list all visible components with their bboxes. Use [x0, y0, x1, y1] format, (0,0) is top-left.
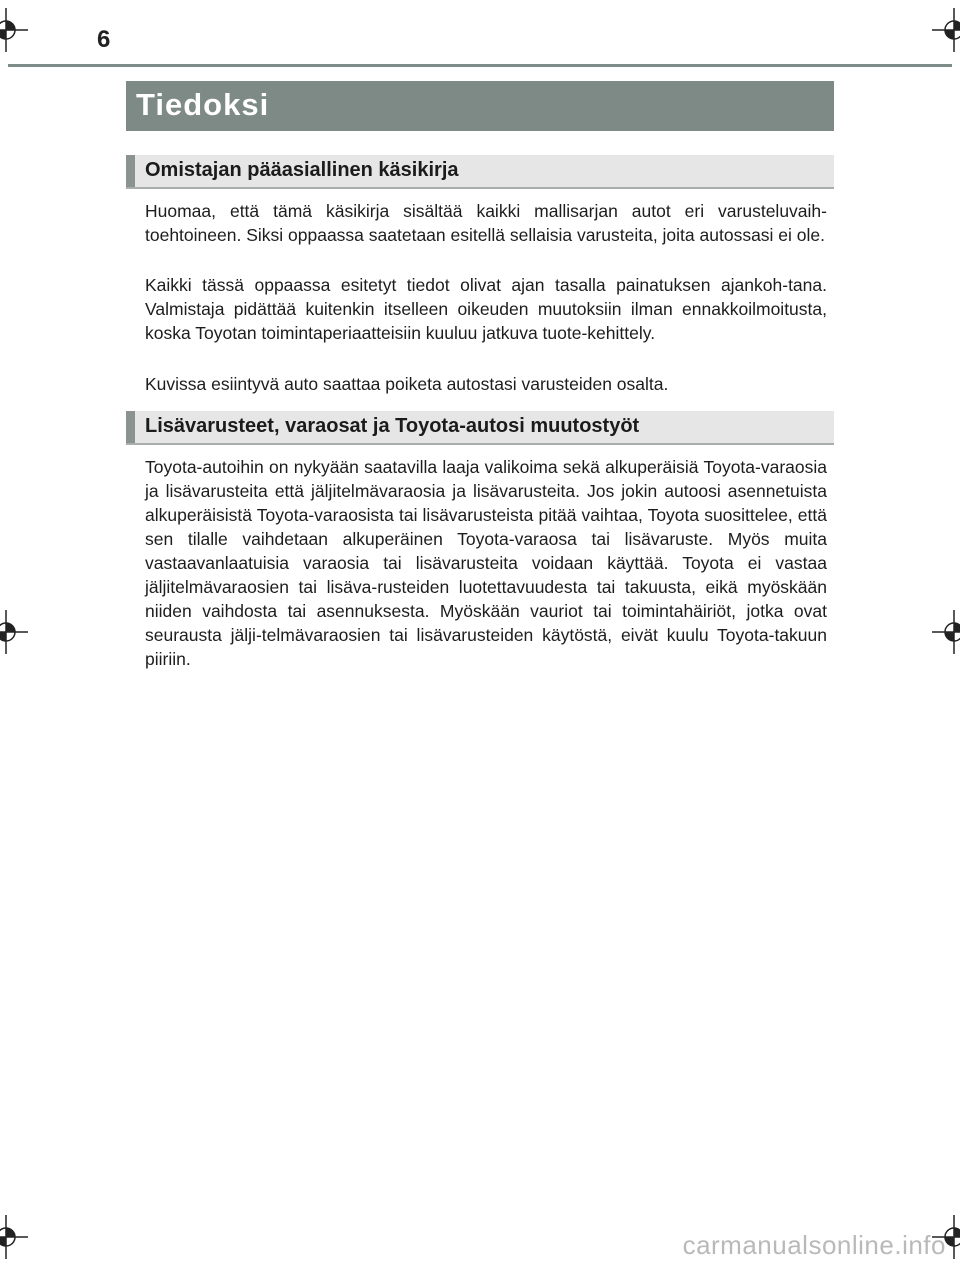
section-heading: Lisävarusteet, varaosat ja Toyota-autosi muutostyöt: [145, 415, 640, 437]
registration-mark-icon: [0, 610, 28, 654]
registration-mark-icon: [0, 8, 28, 52]
section-heading-bar: [126, 155, 834, 189]
section-accent: [126, 155, 135, 187]
section-accent: [126, 411, 135, 443]
body-paragraph: Kuvissa esiintyvä auto saattaa poiketa autostasi varusteiden osalta.: [145, 374, 669, 394]
body-paragraph: Kaikki tässä oppaassa esitetyt tiedot olivat ajan tasalla painatuksen ajankoh-tana. Valmistaja pidättää kuitenkin itselleen oikeuden muutoksiin ilman ennakkoilmoitusta, koska Toyotan toimintaperiaatteisiin kuuluu jatkuva tuote-kehittely.: [145, 275, 827, 343]
page-number: 6: [97, 26, 111, 53]
registration-mark-icon: [0, 1215, 28, 1259]
registration-mark-icon: [932, 610, 960, 654]
body-paragraph: Toyota-autoihin on nykyään saatavilla laaja valikoima sekä alkuperäisiä Toyota-varaosia ja lisävarusteita että jäljitelmävaraosia ja lisävarusteita. Jos jokin autoosi asennetuista alkuperäisistä Toyota-varaosista tai lisävarusteista pitää vaihtaa, Toyota suosittelee, että sen tilalle vaihdetaan alkuperäinen Toyota-varaosa tai lisävaruste. Myös muita vastaavanlaatuisia varaosia tai lisävarusteita voidaan käyttää. Toyota ei vastaa jäljitelmävaraosien tai lisäva-rusteiden luotettavuudesta tai takuusta, eikä myöskään niiden vaihdosta tai asennuksesta. Myöskään vauriot tai toimintahäiriöt, jotka ovat seurausta jälji-telmävaraosien tai lisävarusteiden käytöstä, eivät kuulu Toyota-takuun piiriin.: [145, 457, 827, 669]
page-title: Tiedoksi: [136, 87, 270, 122]
registration-mark-icon: [932, 8, 960, 52]
section-heading: Omistajan pääasiallinen käsikirja: [145, 159, 459, 181]
page-title-bar: [126, 81, 834, 131]
section-heading-bar: [126, 411, 834, 445]
body-paragraph: Huomaa, että tämä käsikirja sisältää kaikki mallisarjan autot eri varusteluvaih-toehtoineen. Siksi oppaassa saatetaan esitellä sellaisia varusteita, joita autossasi ei ole.: [145, 201, 827, 245]
header-rule: [8, 64, 952, 67]
watermark: carmanualsonline.info: [682, 1230, 946, 1260]
